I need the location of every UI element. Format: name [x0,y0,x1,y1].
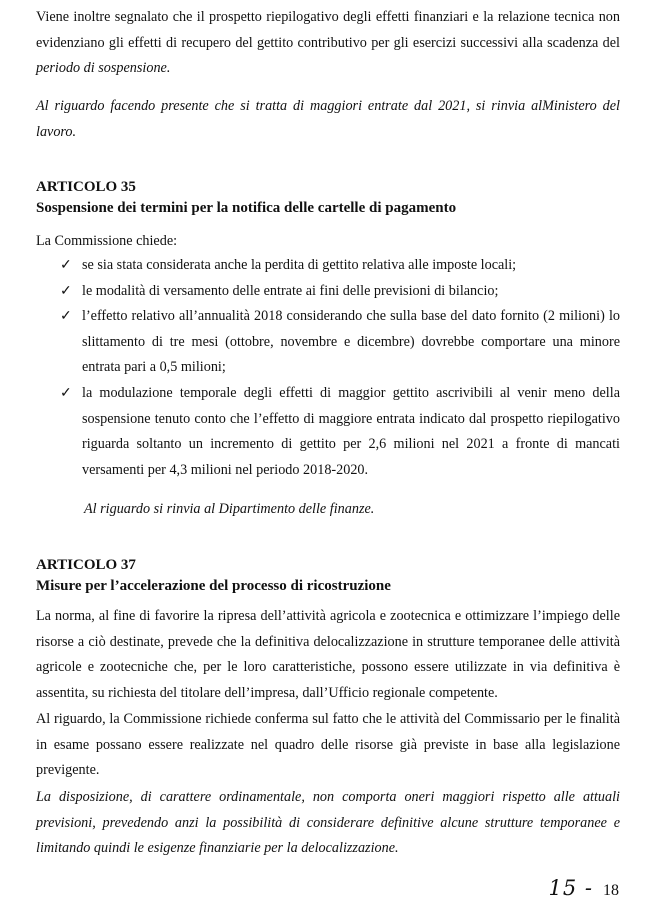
checklist-item-text: se sia stata considerata anche la perdita di gettito relativa alle imposte locali; [82,257,517,273]
article-37-paragraph-2: Al riguardo, la Commissione richiede conferma sul fatto che le attività del Commissario per le finalità in esame possano essere realizzate nel quadro delle risorse già previste in base alla legislazione previgente. [36,711,620,779]
handwritten-page-mark: 15 - [548,876,593,900]
check-icon: ✓ [60,283,72,299]
check-icon: ✓ [60,385,72,401]
checklist-item [60,279,620,305]
checklist-item [60,381,620,483]
check-icon: ✓ [60,309,72,325]
intro-paragraph-1 [36,5,620,82]
checklist-item [60,304,620,381]
article-37-paragraph-3: La disposizione, di carattere ordinamentale, non comporta oneri maggiori rispetto alle attuali previsioni, prevedendo anzi la possibilità di considerare definitive alcune strutture temporanee e limitando quindi le esigenze finanziarie per la delocalizzazione. [36,789,620,857]
page-number: 18 [603,882,619,899]
article-35-lead: La Commissione chiede: [36,233,178,249]
article-37-title: Misure per l’accelerazione del processo di ricostruzione [36,578,391,594]
article-37-paragraph-1: La norma, al fine di favorire la ripresa dell’attività agricola e zootecnica e ottimizzare l’impiego delle risorse a ciò destinate, prevede che la definitiva delocalizzazione in strutture temporanee delle attività agricole e zootecniche che, per le loro caratteristiche, possono essere utilizzate in via definitiva è assentita, su richiesta del titolare dell’impresa, dall’Ufficio regionale competente. [36,608,620,701]
intro-paragraph-1-italic: periodo di sospensione. [36,60,171,77]
page-footer [549,876,620,900]
checklist-item-text: le modalità di versamento delle entrate ai fini delle previsioni di bilancio; [82,282,499,299]
check-icon: ✓ [60,258,72,273]
article-35-title: Sospensione dei termini per la notifica delle cartelle di pagamento [36,200,457,216]
article-35-heading: ARTICOLO 35 [36,179,136,195]
checklist-item [60,253,620,279]
article-35-checklist [60,253,620,483]
article-37-heading: ARTICOLO 37 [36,557,136,573]
checklist-item-text: l’effetto relativo all’annualità 2018 considerando che sulla base del dato fornito (2 milioni) lo slittamento di tre mesi (ottobre, novembre e dicembre) dovrebbe comportare una minore entrata pari a 0,5 milioni; [82,308,620,376]
intro-paragraph-2: Al riguardo facendo presente che si tratta di maggiori entrate dal 2021, si rinvia alMinistero del lavoro. [36,98,620,140]
intro-paragraph-1-text: Viene inoltre segnalato che il prospetto riepilogativo degli effetti finanziari e la relazione tecnica non evidenziano gli effetti di recupero del gettito contributivo per gli esercizi successivi alla scadenza del [36,9,620,51]
checklist-item-text: la modulazione temporale degli effetti di maggior gettito ascrivibili al venir meno della sospensione tenuto conto che l’effetto di maggiore entrata indicato dal prospetto riepilogativo riguarda soltanto un incremento di gettito per 2,6 milioni nel 2021 a fronte di mancati versamenti per 4,3 milioni nel periodo 2018-2020. [82,384,620,478]
article-35-reply: Al riguardo si rinvia al Dipartimento delle finanze. [84,501,375,517]
